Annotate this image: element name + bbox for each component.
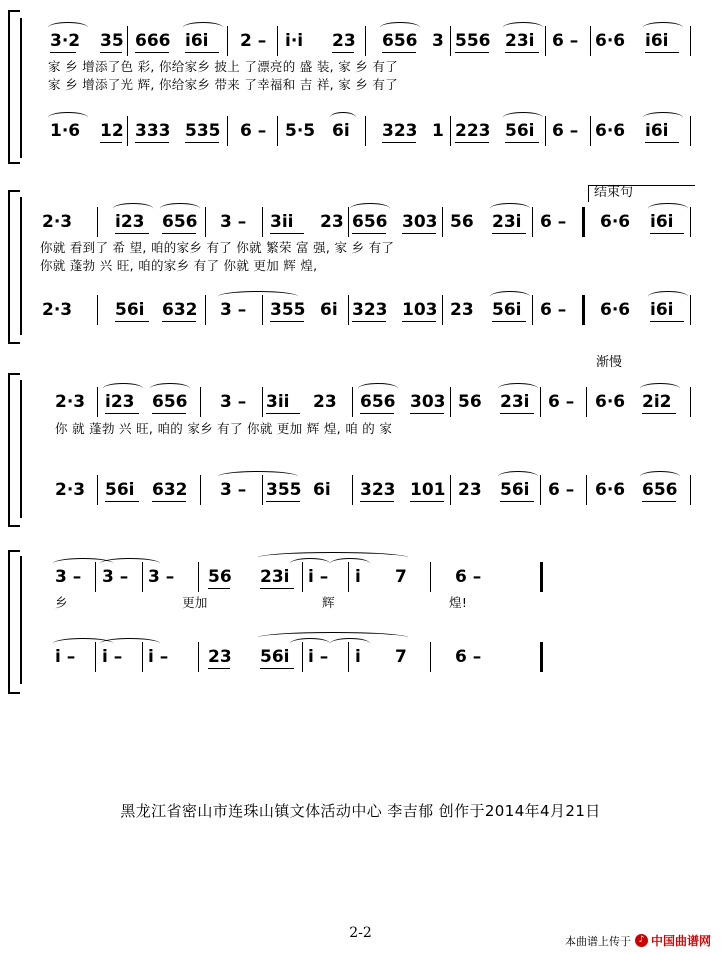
beam: [115, 321, 149, 322]
note: 23: [458, 480, 482, 500]
system-bracket: [8, 373, 20, 527]
note: 56i: [492, 300, 522, 320]
beam: [352, 233, 386, 234]
slur: [498, 471, 538, 482]
system-bracket: [8, 190, 20, 344]
page-number: 2-2: [349, 925, 372, 941]
note: 3 –: [220, 480, 247, 500]
system-line: [20, 556, 22, 684]
beam: [645, 142, 679, 143]
harmony-staff: [30, 114, 701, 144]
beam: [162, 321, 196, 322]
note: 656: [360, 392, 396, 412]
barline: [450, 116, 451, 146]
note: 6·6: [595, 31, 626, 51]
note: i –: [308, 567, 329, 587]
barline: [198, 642, 199, 672]
lyric-line-1: 乡 更加 辉 煌!: [55, 595, 468, 610]
beam: [505, 52, 539, 53]
barline: [540, 387, 541, 417]
note: 1: [432, 121, 444, 141]
note: 6·6: [595, 392, 626, 412]
barline: [227, 26, 228, 56]
note: 656: [382, 31, 418, 51]
beam: [105, 413, 139, 414]
beam: [645, 52, 679, 53]
slur: [350, 203, 390, 214]
beam: [505, 142, 539, 143]
beam: [185, 142, 219, 143]
note: i –: [102, 647, 123, 667]
note: 355: [266, 480, 302, 500]
beam: [152, 413, 186, 414]
barline: [450, 26, 451, 56]
slur: [640, 383, 680, 394]
barline: [97, 387, 98, 417]
barline: [690, 387, 691, 417]
note: 2·3: [42, 212, 73, 232]
beam: [360, 413, 394, 414]
note: 56: [450, 212, 474, 232]
note: 656: [352, 212, 388, 232]
tempo-mark: 渐慢: [596, 355, 623, 370]
beam: [500, 413, 534, 414]
barline: [205, 295, 206, 325]
note: 3 –: [220, 392, 247, 412]
note: 6 –: [552, 31, 579, 51]
note: 23: [208, 647, 232, 667]
slur: [330, 112, 356, 123]
lyric-line-1: 家 乡 增添了色 彩, 你给家乡 披上 了漂亮的 盛 装, 家 乡 有了: [48, 59, 398, 74]
note: 3 –: [102, 567, 129, 587]
note: 23: [450, 300, 474, 320]
beam: [410, 413, 444, 414]
site-logo-icon: ♪: [635, 934, 648, 947]
barline: [532, 295, 533, 325]
note: 6 –: [548, 480, 575, 500]
barline: [348, 295, 349, 325]
final-barline: [540, 562, 543, 592]
barline: [127, 116, 128, 146]
beam: [642, 413, 676, 414]
beam: [208, 588, 230, 589]
beam: [270, 233, 304, 234]
note: i –: [55, 647, 76, 667]
beam: [492, 233, 526, 234]
note: 56: [458, 392, 482, 412]
melody-staff: [30, 560, 701, 590]
slur: [100, 638, 160, 649]
beam: [135, 142, 169, 143]
barline: [540, 475, 541, 505]
slur: [103, 383, 143, 394]
note: 3 –: [55, 567, 82, 587]
note: 23: [313, 392, 337, 412]
note: 2 –: [240, 31, 267, 51]
beam: [100, 52, 122, 53]
beam: [105, 501, 139, 502]
barline: [690, 116, 691, 146]
beam: [260, 668, 294, 669]
note: 12: [100, 121, 124, 141]
lyric-line-1: 你就 看到了 希 望, 咱的家乡 有了 你就 繁荣 富 强, 家 乡 有了: [40, 240, 395, 255]
beam: [382, 142, 416, 143]
slur: [150, 383, 190, 394]
note: 6i: [332, 121, 350, 141]
slur: [183, 22, 223, 33]
barline: [277, 26, 278, 56]
note: 3ii: [266, 392, 290, 412]
slur: [290, 638, 330, 649]
melody-staff: [30, 385, 701, 415]
note: 656: [152, 392, 188, 412]
note: 56i: [115, 300, 145, 320]
note: 23i: [492, 212, 522, 232]
beam: [266, 501, 300, 502]
note: 6 –: [540, 212, 567, 232]
note: 23: [332, 31, 356, 51]
note: 2·3: [42, 300, 73, 320]
note: 56i: [105, 480, 135, 500]
slur: [48, 112, 88, 123]
slur: [218, 471, 298, 482]
melody-staff: [30, 24, 701, 54]
lyric-line-2: 家 乡 增添了光 辉, 你给家乡 带来 了幸福和 吉 祥, 家 乡 有了: [48, 77, 398, 92]
barline: [127, 26, 128, 56]
note: 56i: [505, 121, 535, 141]
beam: [270, 321, 304, 322]
beam: [185, 52, 219, 53]
note: i: [355, 567, 361, 587]
slur: [648, 291, 688, 302]
barline: [450, 475, 451, 505]
barline: [545, 26, 546, 56]
note: 56: [208, 567, 232, 587]
note: 6 –: [455, 567, 482, 587]
note: i: [355, 647, 361, 667]
slur: [100, 558, 160, 569]
barline: [442, 207, 443, 237]
slur: [498, 383, 538, 394]
slur: [643, 22, 683, 33]
slur: [643, 112, 683, 123]
barline: [277, 116, 278, 146]
barline: [365, 26, 366, 56]
site-name: 中国曲谱网: [650, 934, 711, 948]
note: 535: [185, 121, 221, 141]
note: 3·2: [50, 31, 81, 51]
note: 6·6: [595, 480, 626, 500]
barline: [690, 295, 691, 325]
harmony-staff: [30, 473, 701, 503]
note: 6 –: [455, 647, 482, 667]
slur: [490, 291, 530, 302]
slur: [640, 471, 680, 482]
barline: [348, 207, 349, 237]
note: 3 –: [220, 300, 247, 320]
beam: [260, 588, 294, 589]
note: 3ii: [270, 212, 294, 232]
note: 7: [395, 567, 407, 587]
beam: [402, 233, 436, 234]
barline: [545, 116, 546, 146]
note: i6i: [645, 121, 669, 141]
note: 2·3: [55, 480, 86, 500]
beam: [455, 52, 489, 53]
note: 2i2: [642, 392, 672, 412]
beam: [152, 501, 186, 502]
barline: [690, 475, 691, 505]
barline: [352, 387, 353, 417]
harmony-staff: [30, 293, 701, 323]
slur: [330, 558, 370, 569]
note: 223: [455, 121, 491, 141]
slur: [490, 203, 530, 214]
note: i –: [308, 647, 329, 667]
slur: [160, 203, 200, 214]
note: 3 –: [148, 567, 175, 587]
barline: [262, 207, 263, 237]
note: i –: [148, 647, 169, 667]
slur: [218, 291, 298, 302]
barline: [198, 562, 199, 592]
beam: [135, 52, 169, 53]
note: 323: [352, 300, 388, 320]
system-line: [20, 197, 22, 335]
beam: [352, 321, 386, 322]
note: 6·6: [600, 212, 631, 232]
note: 7: [395, 647, 407, 667]
barline: [532, 207, 533, 237]
note: 6·6: [600, 300, 631, 320]
beam: [650, 233, 684, 234]
barline: [262, 387, 263, 417]
note: i23: [105, 392, 135, 412]
note: 6i: [320, 300, 338, 320]
note: i6i: [650, 300, 674, 320]
barline: [450, 387, 451, 417]
note: 355: [270, 300, 306, 320]
upload-note-text: 本曲谱上传于: [564, 934, 631, 948]
note: 632: [152, 480, 188, 500]
repeat-barline: [582, 295, 585, 325]
slur: [330, 638, 370, 649]
note: 323: [382, 121, 418, 141]
barline: [205, 207, 206, 237]
beam: [208, 668, 230, 669]
harmony-staff: [30, 640, 701, 670]
note: 3 –: [220, 212, 247, 232]
beam: [492, 321, 526, 322]
beam: [650, 321, 684, 322]
note: 6 –: [552, 121, 579, 141]
beam: [410, 501, 444, 502]
system-line: [20, 380, 22, 518]
beam: [50, 52, 76, 53]
note: 101: [410, 480, 446, 500]
note: 5·5: [285, 121, 316, 141]
slur: [380, 22, 420, 33]
slur: [113, 203, 153, 214]
note: i6i: [185, 31, 209, 51]
note: 23i: [500, 392, 530, 412]
note: 6i: [313, 480, 331, 500]
note: 6 –: [240, 121, 267, 141]
beam: [455, 142, 489, 143]
upload-note: [565, 932, 711, 949]
beam: [115, 233, 149, 234]
slur: [290, 558, 330, 569]
barline: [586, 387, 587, 417]
barline: [690, 207, 691, 237]
system-line: [20, 18, 22, 158]
beam: [382, 52, 416, 53]
note: 35: [100, 31, 124, 51]
note: 56i: [500, 480, 530, 500]
note: 6 –: [548, 392, 575, 412]
barline: [200, 387, 201, 417]
note: 556: [455, 31, 491, 51]
note: 632: [162, 300, 198, 320]
lyric-line-1: 你 就 蓬勃 兴 旺, 咱的 家乡 有了 你就 更加 辉 煌, 咱 的 家: [55, 421, 393, 436]
beam: [100, 142, 122, 143]
composer-credit: 黑龙江省密山市连珠山镇文体活动中心 李吉郁 创作于2014年4月21日: [120, 802, 601, 820]
barline: [690, 26, 691, 56]
repeat-barline: [582, 207, 585, 237]
barline: [442, 295, 443, 325]
barline: [586, 475, 587, 505]
ending-label: 结束句: [594, 185, 634, 200]
beam: [266, 413, 300, 414]
barline: [430, 562, 431, 592]
note: 303: [402, 212, 438, 232]
note: 6·6: [595, 121, 626, 141]
lyric-line-2: 你就 蓬勃 兴 旺, 咱的家乡 有了 你就 更加 辉 煌,: [40, 258, 318, 273]
site-logo[interactable]: [635, 932, 711, 949]
barline: [227, 116, 228, 146]
system-bracket: [8, 550, 20, 694]
note: 323: [360, 480, 396, 500]
beam: [162, 233, 196, 234]
note: 56i: [260, 647, 290, 667]
note: i·i: [285, 31, 304, 51]
note: 656: [162, 212, 198, 232]
barline: [352, 475, 353, 505]
melody-staff: [30, 205, 701, 235]
barline: [97, 295, 98, 325]
barline: [97, 475, 98, 505]
note: 6 –: [540, 300, 567, 320]
slur: [503, 22, 543, 33]
barline: [365, 116, 366, 146]
note: 1·6: [50, 121, 81, 141]
note: 3: [432, 31, 444, 51]
barline: [590, 116, 591, 146]
note: 666: [135, 31, 171, 51]
slur: [358, 383, 398, 394]
barline: [590, 26, 591, 56]
note: 23i: [260, 567, 290, 587]
note: 656: [642, 480, 678, 500]
slur: [48, 22, 88, 33]
beam: [332, 52, 354, 53]
note: 23i: [505, 31, 535, 51]
note: i23: [115, 212, 145, 232]
note: i6i: [645, 31, 669, 51]
final-barline: [540, 642, 543, 672]
beam: [360, 501, 394, 502]
barline: [430, 642, 431, 672]
barline: [200, 475, 201, 505]
note: 303: [410, 392, 446, 412]
slur: [503, 112, 543, 123]
note: 103: [402, 300, 438, 320]
beam: [500, 501, 534, 502]
note: 333: [135, 121, 171, 141]
beam: [402, 321, 436, 322]
slur: [648, 203, 688, 214]
system-bracket: [8, 10, 20, 164]
beam: [642, 501, 676, 502]
note: 2·3: [55, 392, 86, 412]
barline: [97, 207, 98, 237]
note: i6i: [650, 212, 674, 232]
note: 23: [320, 212, 344, 232]
